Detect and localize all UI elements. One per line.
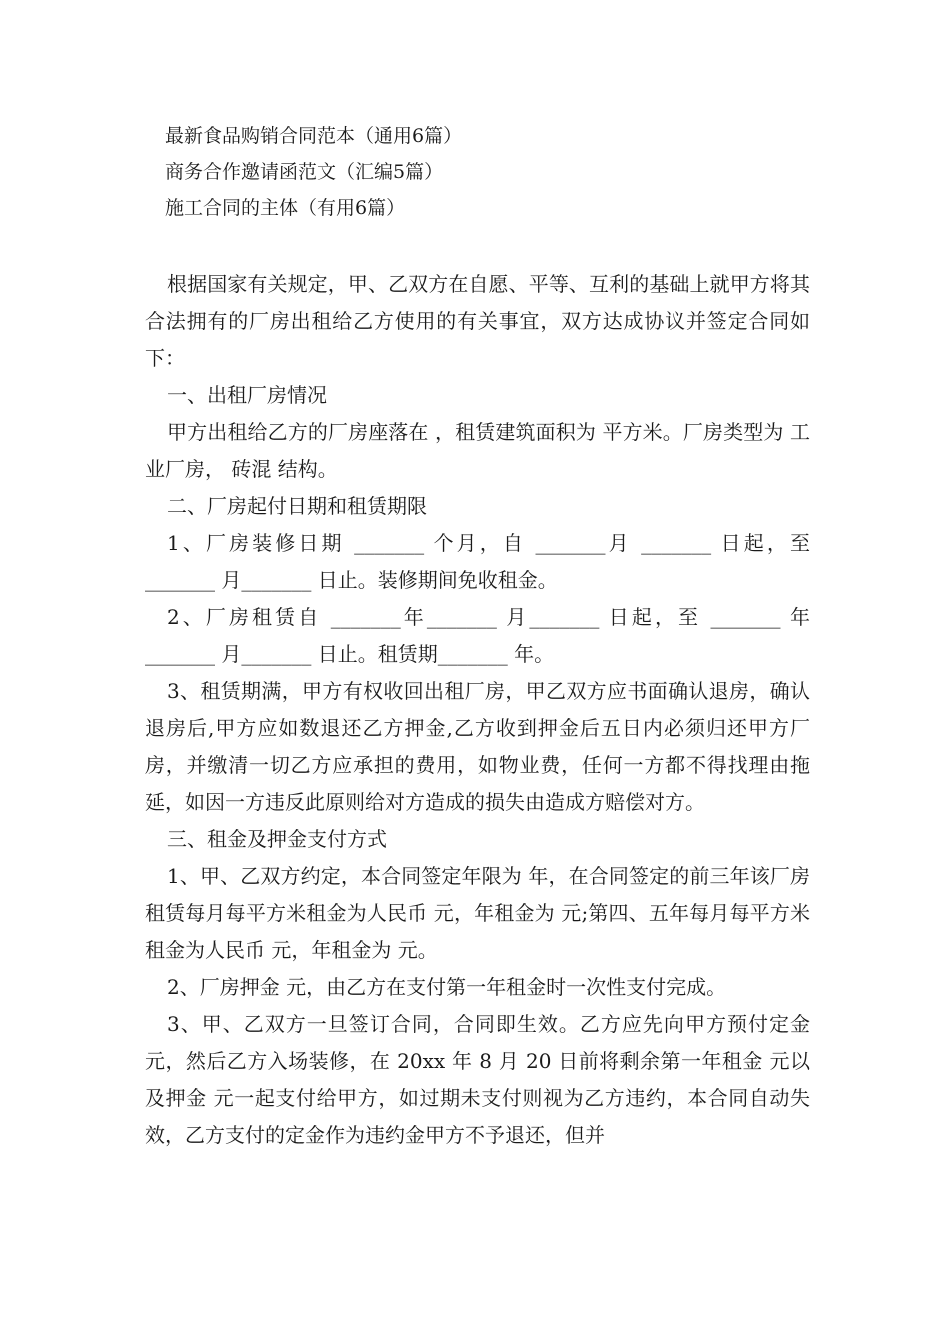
clause-paragraph: 1、甲、乙双方约定，本合同签定年限为 年，在合同签定的前三年该厂房租赁每月每平方米租金为人民币 元，年租金为 元;第四、五年每月每平方米租金为人民币 元，年租金为 元。 xyxy=(145,864,810,962)
clause-paragraph: 3、甲、乙双方一旦签订合同，合同即生效。乙方应先向甲方预付定金 元，然后乙方入场装修，在 20xx 年 8 月 20 日前将剩余第一年租金 元以及押金 元一起支付给甲方，如过期未支付则视为乙方违约，本合同自动失效，乙方支付的定金作为违约金甲方不予退还，但并 xyxy=(145,1012,810,1147)
contract-body xyxy=(145,266,810,1154)
section-heading: 一、出租厂房情况 xyxy=(167,383,327,407)
section-heading: 三、租金及押金支付方式 xyxy=(167,827,387,851)
clause-paragraph: 1、厂房装修日期 _______ 个月，自 _______月 _______ 日起，至 _______ 月_______ 日止。装修期间免收租金。 xyxy=(145,531,810,592)
related-link[interactable]: 商务合作邀请函范文（汇编5篇） xyxy=(165,161,444,183)
related-link[interactable]: 施工合同的主体（有用6篇） xyxy=(165,197,406,219)
clause-paragraph: 甲方出租给乙方的厂房座落在 ，租赁建筑面积为 平方米。厂房类型为 工业厂房， 砖混 结构。 xyxy=(145,420,810,481)
clause-paragraph: 2、厂房押金 元，由乙方在支付第一年租金时一次性支付完成。 xyxy=(167,975,727,999)
section-heading: 二、厂房起付日期和租赁期限 xyxy=(167,494,427,518)
intro-paragraph: 根据国家有关规定，甲、乙双方在自愿、平等、互利的基础上就甲方将其合法拥有的厂房出租给乙方使用的有关事宜，双方达成协议并签定合同如下： xyxy=(145,272,810,370)
related-links-list xyxy=(165,118,462,226)
related-link[interactable]: 最新食品购销合同范本（通用6篇） xyxy=(165,125,463,147)
clause-paragraph: 3、租赁期满，甲方有权收回出租厂房，甲乙双方应书面确认退房，确认退房后,甲方应如数退还乙方押金,乙方收到押金后五日内必须归还甲方厂房，并缴清一切乙方应承担的费用，如物业费，任何一方都不得找理由拖延，如因一方违反此原则给对方造成的损失由造成方赔偿对方。 xyxy=(145,679,810,814)
clause-paragraph: 2、厂房租赁自 _______年_______ 月_______ 日起，至 _______ 年 _______ 月_______ 日止。租赁期_______ 年。 xyxy=(145,605,810,666)
